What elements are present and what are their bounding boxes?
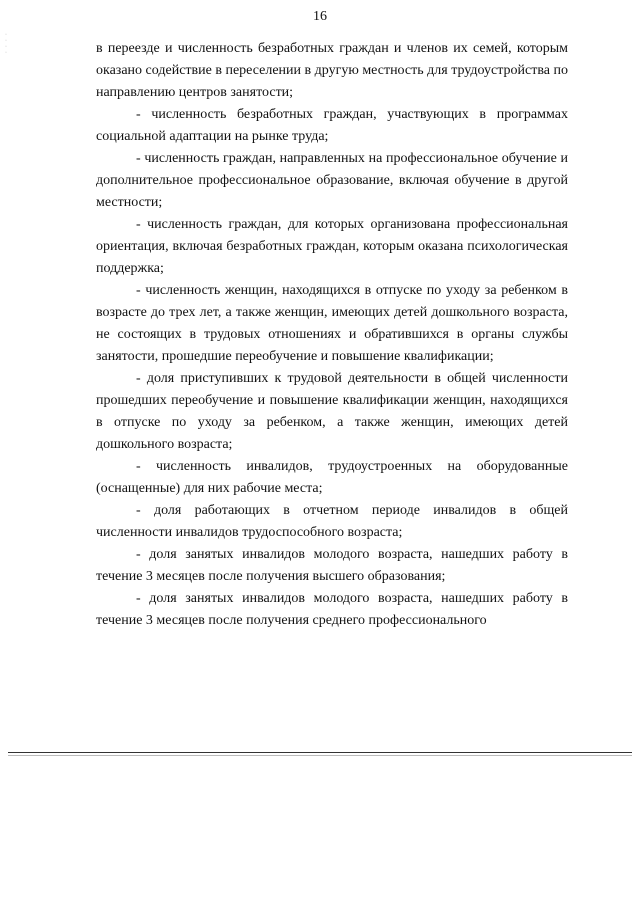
list-item: - доля занятых инвалидов молодого возраста, нашедших работу в течение 3 месяцев после получения среднего профессионального xyxy=(96,591,568,628)
list-item: - численность граждан, направленных на профессиональное обучение и дополнительное профессиональное образование, включая обучение в другой местности; xyxy=(96,151,568,210)
list-item: - численность безработных граждан, участвующих в программах социальной адаптации на рынке труда; xyxy=(96,107,568,144)
page-number: 16 xyxy=(313,9,327,24)
list-item: - численность граждан, для которых организована профессиональная ориентация, включая безработных граждан, которым оказана психологическая поддержка; xyxy=(96,217,568,276)
footer-rule-shadow xyxy=(8,755,632,756)
list-item: - доля приступивших к трудовой деятельности в общей численности прошедших переобучение и повышение квалификации женщин, находящихся в отпуске по уходу за ребенком, а также женщин, имеющих детей дошкольного возраста; xyxy=(96,371,568,452)
list-item: - доля занятых инвалидов молодого возраста, нашедших работу в течение 3 месяцев после получения высшего образования; xyxy=(96,547,568,584)
list-item: - доля работающих в отчетном периоде инвалидов в общей численности инвалидов трудоспособного возраста; xyxy=(96,503,568,540)
list-item: - численность женщин, находящихся в отпуске по уходу за ребенком в возрасте до трех лет, а также женщин, имеющих детей дошкольного возраста, не состоящих в трудовых отношениях и обратившихся в органы службы занятости, прошедшие переобучение и повышение квалификации; xyxy=(96,283,568,364)
footer-rule xyxy=(8,752,632,753)
margin-scan-marks: · · · · xyxy=(5,32,7,56)
list-item: - численность инвалидов, трудоустроенных на оборудованные (оснащенные) для них рабочие места; xyxy=(96,459,568,496)
document-body xyxy=(96,38,568,632)
paragraph-continuation: в переезде и численность безработных граждан и членов их семей, которым оказано содействие в переселении в другую местность для трудоустройства по направлению центров занятости; xyxy=(96,41,568,100)
